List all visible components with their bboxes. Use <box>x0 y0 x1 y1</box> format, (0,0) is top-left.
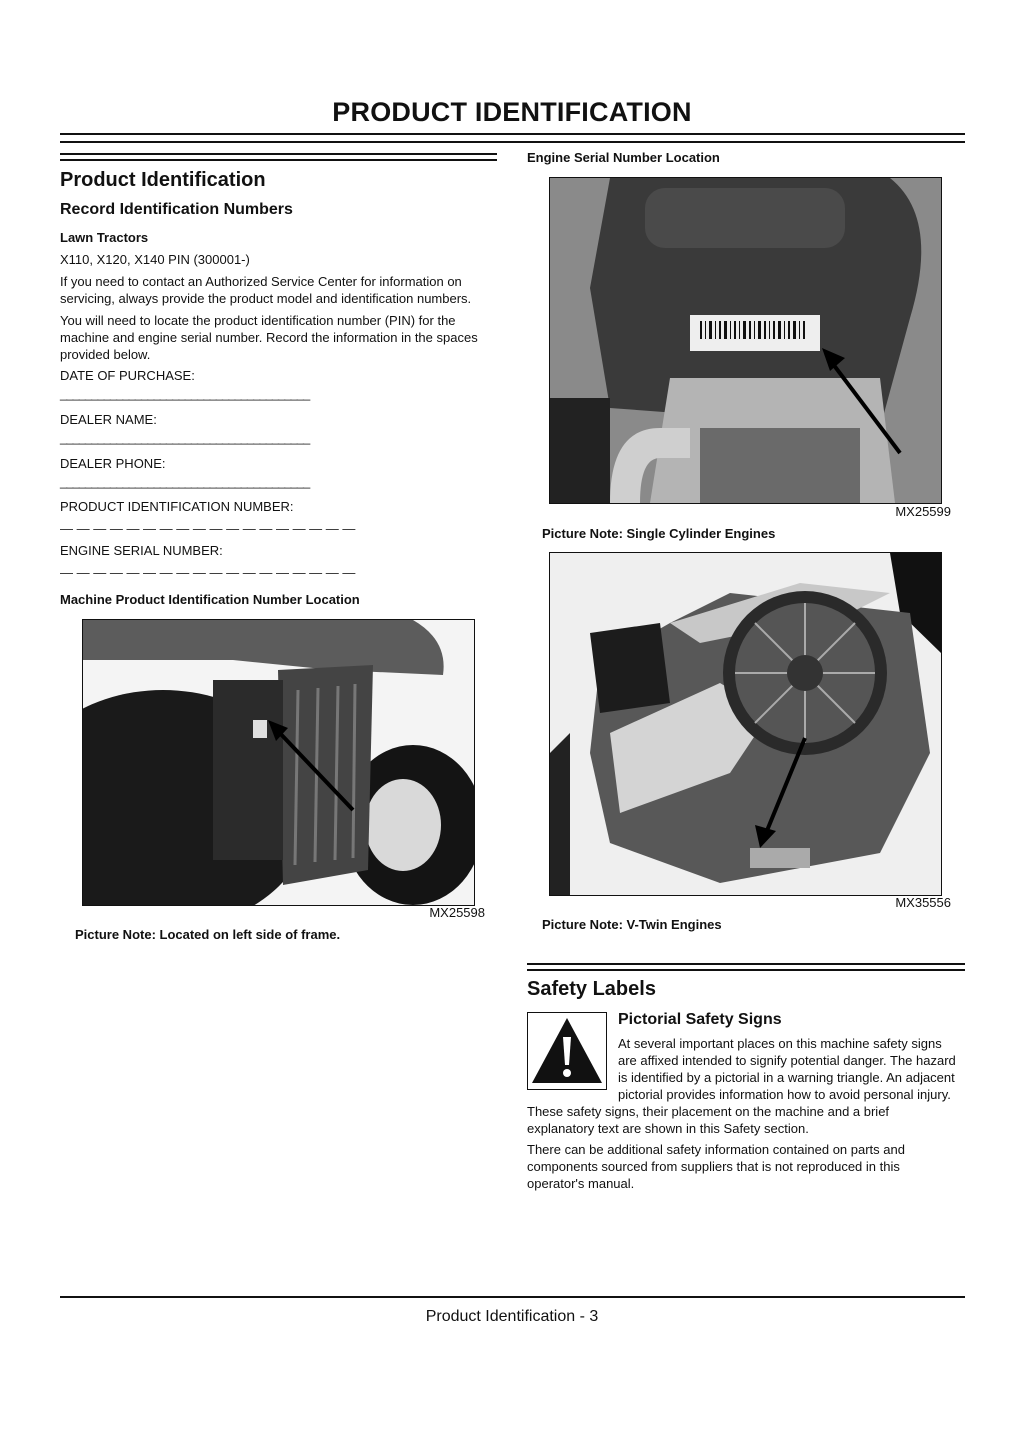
field-label-dealer-name: DEALER NAME: <box>60 412 157 427</box>
field-label-pin: PRODUCT IDENTIFICATION NUMBER: <box>60 499 294 514</box>
v-twin-figure-code: MX35556 <box>895 895 951 910</box>
single-cylinder-figure <box>549 177 942 504</box>
safety-paragraph-1-continued: These safety signs, their placement on the machine and a brief explanatory text are shown in this Safety section. <box>527 1104 890 1136</box>
page-footer: Product Identification - 3 <box>425 1308 599 1325</box>
frame-figure-code: MX25598 <box>429 905 485 920</box>
machine-pin-heading: Machine Product Identification Number Location <box>60 592 360 607</box>
intro-paragraph: If you need to contact an Authorized Service Center for information on servicing, always provide the product model and identification numbers. <box>60 274 472 306</box>
footer-rule <box>60 1296 965 1298</box>
safety-paragraph-1: At several important places on this machine safety signs are affixed intended to signify potential danger. The hazard is identified by a pictorial in a warning triangle. An adjacent pictorial provides information how to avoid personal injury. <box>618 1036 956 1102</box>
field-line-pin: — — — — — — — — — — — — — — — — — — <box>60 521 356 536</box>
subsection-title-record-numbers: Record Identification Numbers <box>60 201 293 218</box>
v-twin-figure-note: Picture Note: V-Twin Engines <box>542 917 722 932</box>
field-label-dealer-phone: DEALER PHONE: <box>60 456 166 471</box>
header-rule <box>60 133 965 143</box>
field-label-date-of-purchase: DATE OF PURCHASE: <box>60 368 195 383</box>
v-twin-figure <box>549 552 942 896</box>
warning-sign-box <box>527 1012 607 1090</box>
model-heading: Lawn Tractors <box>60 230 149 245</box>
subsection-title-pictorial-safety-signs: Pictorial Safety Signs <box>618 1011 782 1028</box>
section-title-safety-labels: Safety Labels <box>527 978 656 1000</box>
safety-paragraph-2: There can be additional safety information contained on parts and components sourced from suppliers that is not reproduced in this operator's manual. <box>527 1142 905 1191</box>
single-cylinder-figure-note: Picture Note: Single Cylinder Engines <box>542 526 776 541</box>
field-line-dealer-name: ________________________________________ <box>60 430 310 445</box>
single-cylinder-illustration <box>550 178 941 503</box>
pin-paragraph: You will need to locate the product identification number (PIN) for the machine and engine serial number. Record the information in the spaces provided below. <box>60 313 478 362</box>
page-title: PRODUCT IDENTIFICATION <box>332 97 692 127</box>
field-line-date-of-purchase: ________________________________________ <box>60 386 310 401</box>
warning-triangle-icon <box>528 1013 606 1089</box>
field-label-engine-serial: ENGINE SERIAL NUMBER: <box>60 543 223 558</box>
section-title-product-identification: Product Identification <box>60 169 266 191</box>
frame-pin-figure <box>82 619 475 906</box>
frame-figure-note: Picture Note: Located on left side of frame. <box>75 927 341 942</box>
field-line-engine-serial: — — — — — — — — — — — — — — — — — — <box>60 565 356 580</box>
section-rule-right <box>527 963 965 971</box>
single-cylinder-figure-code: MX25599 <box>895 504 951 519</box>
v-twin-illustration <box>550 553 941 895</box>
model-list: X110, X120, X140 PIN (300001-) <box>60 252 250 267</box>
engine-serial-heading: Engine Serial Number Location <box>527 150 720 165</box>
frame-pin-illustration <box>83 620 474 905</box>
field-line-dealer-phone: ________________________________________ <box>60 474 310 489</box>
section-rule-left <box>60 153 497 161</box>
